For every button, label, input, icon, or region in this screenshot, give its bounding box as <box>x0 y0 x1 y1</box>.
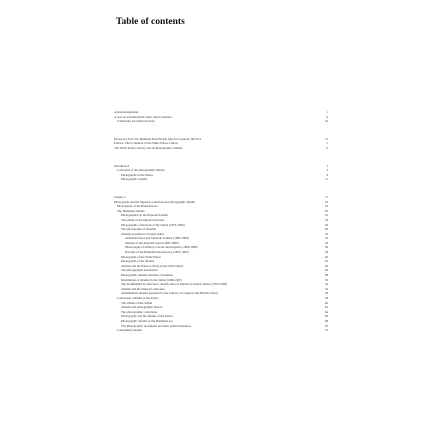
toc-page-number: 42 <box>324 259 328 264</box>
toc-entry-title: The photographs of Istanbul <box>121 227 156 232</box>
toc-entry-title: Photographs of the albums <box>121 259 155 264</box>
toc-entry-title: Albums and photographic history <box>121 305 163 310</box>
toc-page-number: vi <box>325 145 328 150</box>
toc-page-number: i <box>327 110 328 114</box>
toc-entry-title: Albums presented to foreign states <box>121 231 164 236</box>
toc-page-number: 34 <box>324 240 328 245</box>
toc-page-number: 64 <box>324 309 328 314</box>
toc-page-number: 58 <box>324 296 328 300</box>
toc-page-number: 72 <box>324 328 328 333</box>
toc-entry-title: Chapter 1 <box>114 194 127 199</box>
toc-page-number: 52 <box>324 282 328 287</box>
section-spacer <box>114 151 328 164</box>
toc-page-number: 8 <box>326 172 328 177</box>
toc-page-number: 15 <box>324 194 328 199</box>
toc-entry-title: Portraits of the Hamidian bureaucracy (1893-1905) <box>125 250 189 255</box>
toc-page-number: 22 <box>324 213 328 218</box>
toc-entry[interactable] <box>114 177 328 182</box>
toc-entry-title: Photographs and the imperial collection and photographic albums <box>114 199 196 204</box>
toc-page-number: 28 <box>324 227 328 232</box>
toc-page-number: 44 <box>324 263 328 268</box>
toc-page-number: 36 <box>324 245 328 250</box>
toc-page-number: iv <box>325 136 328 141</box>
toc-entry-title: Concluding remarks <box>117 328 143 333</box>
toc-entry-title: Photographers in the Imperial domain <box>121 213 168 218</box>
toc-page-number: 30 <box>324 231 328 236</box>
toc-entry-title: Abdullah Frères and Sebah & Joaillier (1880-1899) <box>125 236 189 241</box>
toc-page-number: iii <box>325 119 328 124</box>
toc-entry-title: Introduction <box>114 163 130 168</box>
toc-entry-title: Acknowledgements <box>114 110 139 114</box>
toc-page-number: 70 <box>324 323 328 328</box>
toc-page-number: 54 <box>324 286 328 291</box>
toc-entry-title: The Photographic documents and their archival histories <box>121 323 191 328</box>
toc-page-number: 62 <box>324 305 328 310</box>
toc-entry[interactable] <box>114 328 328 333</box>
toc-entry-title: Albums and the imperial collection <box>121 286 165 291</box>
toc-entry-title: Photography and the albums of the Palace <box>121 314 174 319</box>
toc-page-number: 68 <box>324 318 328 323</box>
toc-page-number: 18 <box>324 204 328 209</box>
toc-page-number: 20 <box>324 208 328 213</box>
section-spacer <box>114 182 328 195</box>
toc-entry[interactable] <box>114 119 328 124</box>
toc-entry-title: Photographic albums and their circulation <box>121 273 173 278</box>
toc-entry-title: The Abdülhamid II collection: classification of albums by subject matter (1876-1909) <box>121 282 228 287</box>
toc-page-number: 48 <box>324 273 328 278</box>
toc-entry-title: Preface: The Formation of the Yildiz Palace Library <box>114 141 179 146</box>
toc-entry-title: Albums of the Imperial Guard (1885-1890) <box>125 240 179 245</box>
toc-page-number: 11 <box>325 177 328 182</box>
toc-entry-title: The albums of the Sultan <box>121 300 153 305</box>
toc-entry-title: Photographic collections of the Sultan (1876-1909) <box>121 222 185 227</box>
section-spacer <box>114 124 328 137</box>
toc-page-number: 66 <box>324 314 328 319</box>
toc-page-number: 56 <box>324 291 328 296</box>
toc-page-number: 32 <box>324 236 328 241</box>
toc-page-number: 1 <box>326 163 328 168</box>
toc-entry-title: The Yildiz Palace Library and its Photographic Albums <box>114 145 183 150</box>
toc-entry-title: The Hamidian albums <box>117 208 145 213</box>
toc-entry-title: Photographs of military schools and hospitals (1890-1899) <box>125 245 198 250</box>
toc-entry-title: The photographic collections <box>121 309 158 314</box>
page-title: Table of contents <box>116 17 185 27</box>
toc-entry[interactable] <box>114 146 328 151</box>
toc-entry-title: The album of the Imperial Arsenal <box>121 217 164 222</box>
toc-page-number: ii <box>326 114 328 119</box>
toc-page-number: v <box>326 141 328 146</box>
toc-entry-title: Photographic albums of the Hamidian era <box>121 318 173 323</box>
toc-entry-title: Commonly used abbreviations <box>117 119 155 124</box>
toc-page-number: 16 <box>324 199 328 204</box>
toc-entry-title: Abdülhamid's albums presented to the Library of Congress and British Library <box>121 291 219 296</box>
toc-entry-title: Conclusion: Albums in the Palace <box>117 296 159 300</box>
table-of-contents <box>114 110 328 333</box>
toc-page-number: 38 <box>324 250 328 255</box>
toc-entry-title: Albums and the Palace Library in the 19th century <box>121 263 184 268</box>
toc-entry-title: Collection of the photographic albums <box>117 168 165 173</box>
toc-entry-title: Photographs of the Yildiz Palace <box>121 254 162 259</box>
toc-entry-title: Excerpt by Prof. Dr. Mahmud Esad Efendi, Director General, IRCICA <box>114 136 202 141</box>
toc-entry-title: A note on transliteration, dates, and translation <box>114 114 172 119</box>
toc-page-number: 24 <box>324 217 328 222</box>
toc-page-number: 3 <box>326 168 328 173</box>
toc-page-number: 50 <box>324 277 328 282</box>
toc-entry-title: Photographs in the Palace <box>121 172 154 177</box>
toc-entry-title: The photographic department <box>121 268 158 273</box>
toc-page-number: 60 <box>324 300 328 305</box>
toc-page-number: 26 <box>324 222 328 227</box>
toc-page-number: 46 <box>324 268 328 273</box>
toc-entry-title: Distribution of albums by the Sultan (1890-1905) <box>121 277 183 282</box>
toc-entry-title: Photographs of the Hamidian era <box>117 204 158 209</box>
toc-entry-title: Photographic identity <box>121 177 148 182</box>
toc-page-number: 40 <box>324 254 328 259</box>
